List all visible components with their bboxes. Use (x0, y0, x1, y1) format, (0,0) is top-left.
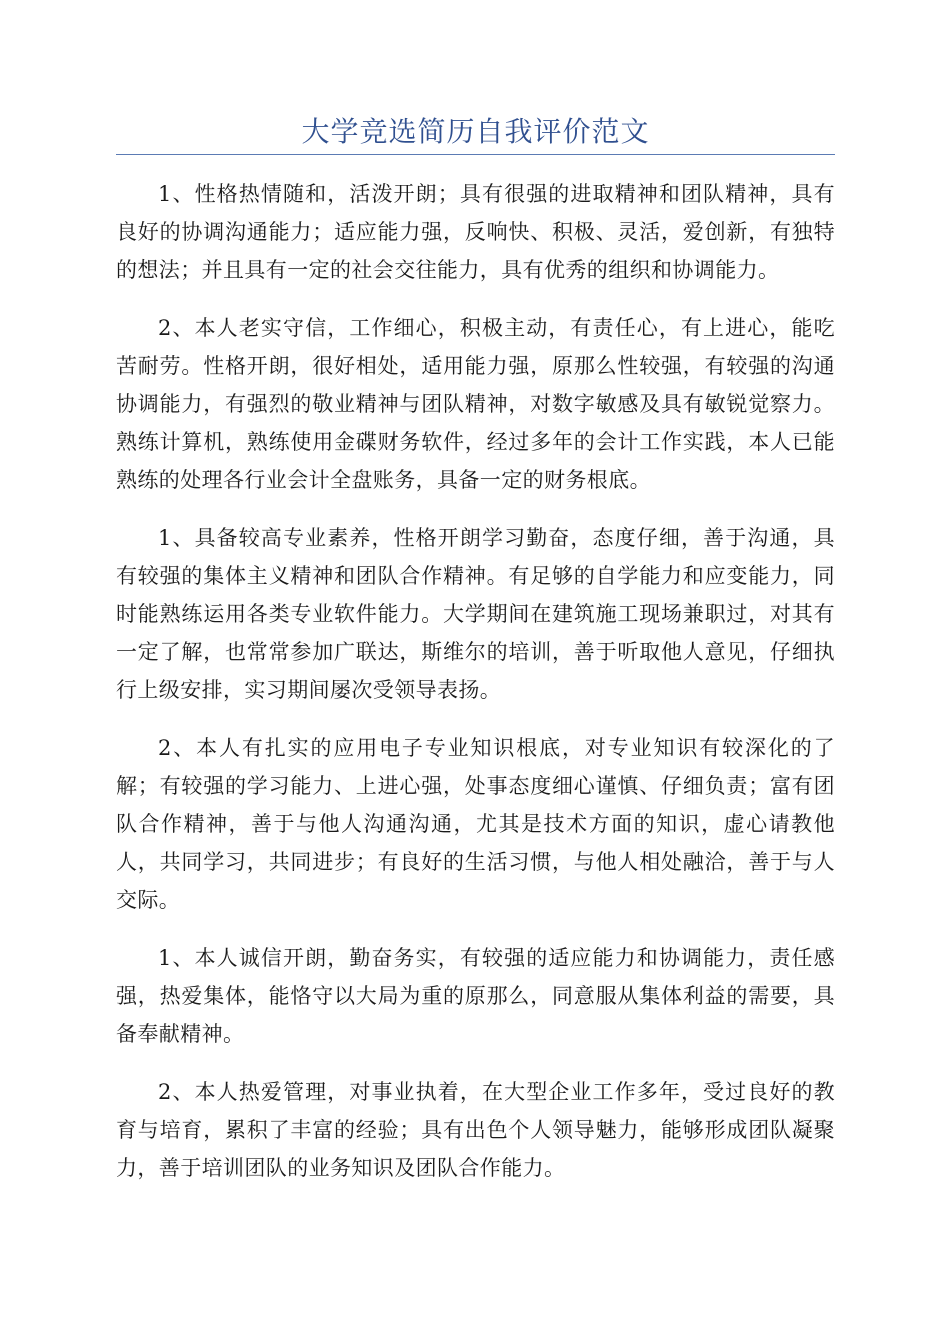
paragraph-3: 1、具备较高专业素养，性格开朗学习勤奋，态度仔细，善于沟通，具有较强的集体主义精神和团队合作精神。有足够的自学能力和应变能力，同时能熟练运用各类专业软件能力。大学期间在建筑施工现场兼职过，对其有一定了解，也常常参加广联达，斯维尔的培训，善于听取他人意见，仔细执行上级安排，实习期间屡次受领导表扬。 (116, 526, 835, 702)
paragraph-5: 1、本人诚信开朗，勤奋务实，有较强的适应能力和协调能力，责任感强，热爱集体，能恪守以大局为重的原那么，同意服从集体利益的需要，具备奉献精神。 (116, 946, 835, 1046)
paragraph-2: 2、本人老实守信，工作细心，积极主动，有责任心，有上进心，能吃苦耐劳。性格开朗，很好相处，适用能力强，原那么性较强，有较强的沟通协调能力，有强烈的敬业精神与团队精神，对数字敏感及具有敏锐觉察力。熟练计算机，熟练使用金碟财务软件，经过多年的会计工作实践，本人已能熟练的处理各行业会计全盘账务，具备一定的财务根底。 (116, 316, 835, 492)
paragraph-1: 1、性格热情随和，活泼开朗；具有很强的进取精神和团队精神，具有良好的协调沟通能力；适应能力强，反响快、积极、灵活，爱创新，有独特的想法；并且具有一定的社会交往能力，具有优秀的组织和协调能力。 (116, 182, 835, 282)
title-underline (116, 154, 835, 155)
document-body (116, 175, 835, 1207)
paragraph-6: 2、本人热爱管理，对事业执着，在大型企业工作多年，受过良好的教育与培育，累积了丰富的经验；具有出色个人领导魅力，能够形成团队凝聚力，善于培训团队的业务知识及团队合作能力。 (116, 1080, 835, 1180)
paragraph-4: 2、本人有扎实的应用电子专业知识根底，对专业知识有较深化的了解；有较强的学习能力、上进心强，处事态度细心谨慎、仔细负责；富有团队合作精神，善于与他人沟通沟通，尤其是技术方面的知识，虚心请教他人，共同学习，共同进步；有良好的生活习惯，与他人相处融洽，善于与人交际。 (116, 736, 835, 912)
document-title: 大学竞选简历自我评价范文 (301, 115, 650, 148)
